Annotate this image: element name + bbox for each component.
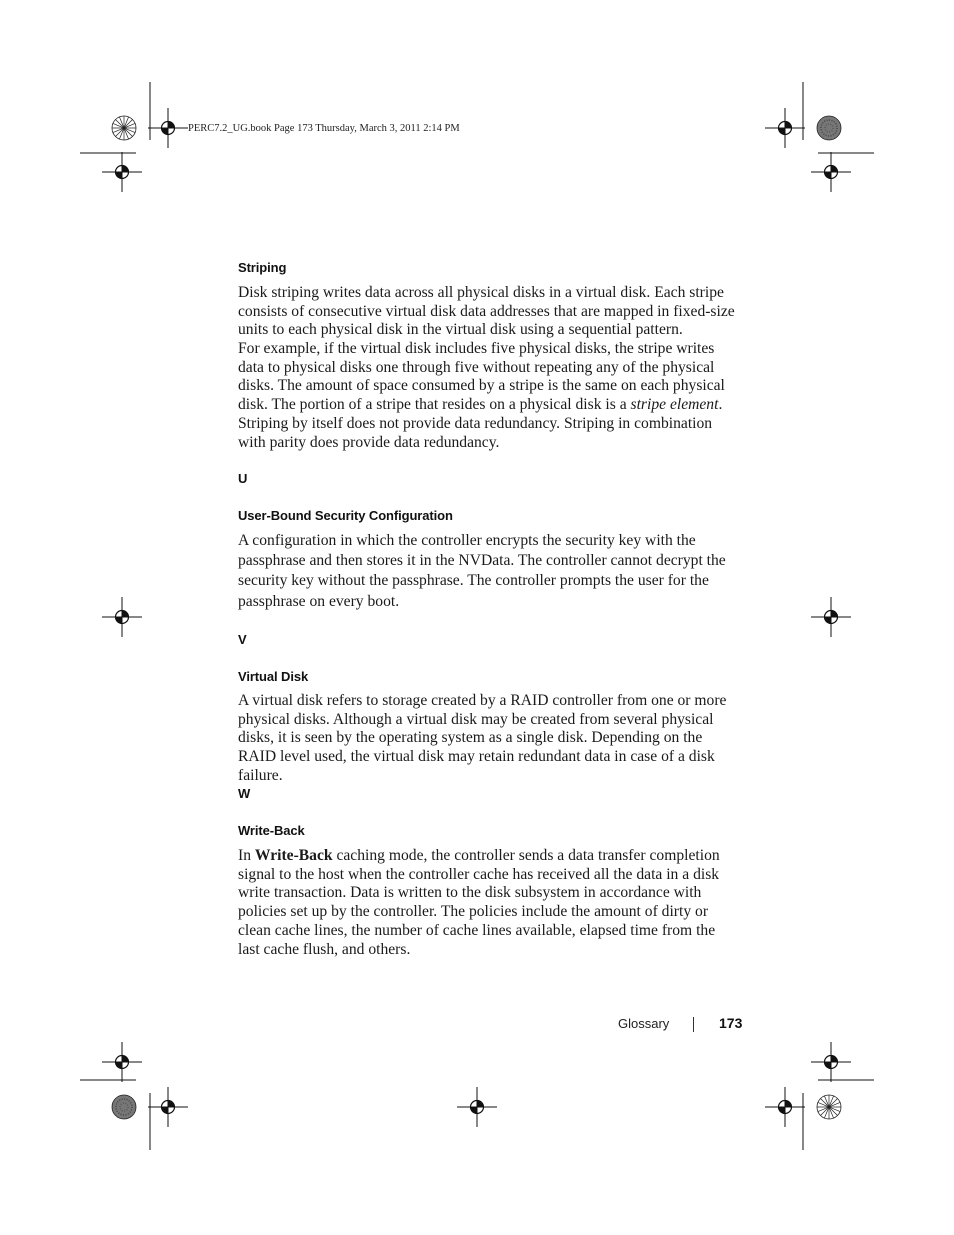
virtual-disk-paragraph: A virtual disk refers to storage created by a RAID controller from one or more physical disks. Although a virtual disk may be created from several physical disks, it is seen by the operating system as a single disk. Depending on the RAID level used, the virtual disk may retain redundant data in case of a disk failure. bbox=[238, 692, 727, 784]
page-number: 173 bbox=[719, 1015, 743, 1031]
heading-user-bound-security: User-Bound Security Configuration bbox=[238, 508, 453, 523]
heading-write-back: Write-Back bbox=[238, 823, 305, 838]
letter-w: W bbox=[238, 786, 251, 801]
footer-divider bbox=[693, 1017, 694, 1032]
user-bound-paragraph: A configuration in which the controller encrypts the security key with the passphrase and then stores it in the NVData. The controller cannot decrypt the security key without the passphrase. The controller prompts the user for the passphrase on every boot. bbox=[238, 532, 726, 610]
write-back-term: Write-Back bbox=[254, 847, 333, 864]
heading-striping: Striping bbox=[238, 260, 287, 275]
stripe-element-term: stripe element bbox=[630, 396, 719, 414]
striping-paragraph-2: For example, if the virtual disk includes five physical disks, the stripe writes data to physical disks one through five without repeating any of the physical disks. The amount of space consumed by a stripe is the same on each physical disk. The portion of a stripe that resides on a physical disk is a stripe element. Striping by itself does not provide data redundancy. Striping in combination with parity does provide data redundancy. bbox=[238, 340, 725, 451]
heading-virtual-disk: Virtual Disk bbox=[238, 669, 309, 684]
footer-section-label: Glossary bbox=[618, 1016, 670, 1031]
write-back-paragraph: In Write-Back caching mode, the controller sends a data transfer completion signal to the host when the controller cache has received all the data in a disk write transaction. Data is written to the disk subsystem in accordance with policies set up by the controller. The policies include the amount of dirty or clean cache lines, the number of cache lines available, elapsed time from the last cache flush, and others. bbox=[238, 847, 720, 958]
letter-u: U bbox=[238, 471, 248, 486]
striping-paragraph-1: Disk striping writes data across all physical disks in a virtual disk. Each stripe consists of consecutive virtual disk data addresses that are mapped in fixed-size units to each physical disk in the virtual disk using a sequential pattern. bbox=[238, 284, 735, 339]
letter-v: V bbox=[238, 632, 247, 647]
print-slug: PERC7.2_UG.book Page 173 Thursday, March 3, 2011 2:14 PM bbox=[188, 123, 460, 134]
